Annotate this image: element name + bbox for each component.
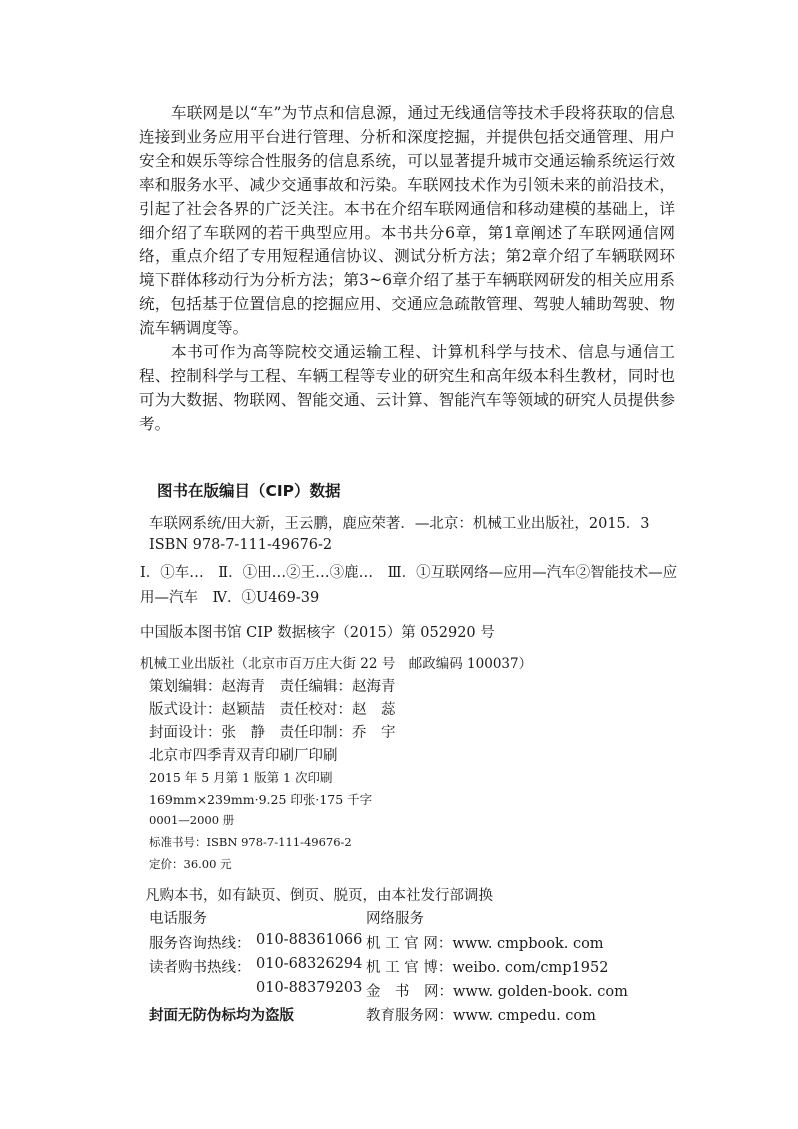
standard-number: 标准书号：ISBN 978-7-111-49676-2 (149, 835, 352, 849)
website-cmpbook: 机 工 官 网：www. cmpbook. com (366, 936, 604, 952)
reader-hotline-number: 010-88379203 (256, 980, 363, 996)
web-service-header: 网络服务 (366, 911, 424, 927)
intro-paragraph: 车联网是以“车”为节点和信息源，通过无线通信等技术手段将获取的信息连接到业务应用平台进行管理、分析和深度挖掘，并提供包括交通管理、用户安全和娱乐等综合性服务的信息系统，可以显著提升城市交通运输系统运行效率和服务水平、减少交通事故和污染。车联网技术作为引领未来的前沿技术，引起了社会各界的广泛关注。本书在介绍车联网通信和移动建模的基础上，详细介绍了车联网的若干典型应用。本书共分6章，第1章阐述了车联网通信网络，重点介绍了专用短程通信协议、测试分析方法；第2章介绍了车辆联网环境下群体移动行为分析方法；第3~6章介绍了基于车辆联网研发的相关应用系统，包括基于位置信息的挖掘应用、交通应急疏散管理、驾驶人辅助驾驶、物流车辆调度等。 (139, 104, 675, 338)
cmpedu-link: 教育服务网：www. cmpedu. com (366, 1008, 596, 1024)
intro-text (139, 102, 675, 437)
book-format: 169mm×239mm·9.25 印张·175 千字 (149, 792, 373, 807)
planning-editor: 策划编辑：赵海青 责任编辑：赵海青 (149, 679, 396, 695)
cip-core-number: 中国版本图书馆 CIP 数据核字（2015）第 052920 号 (140, 625, 495, 641)
hotline-label: 服务咨询热线： (149, 936, 251, 952)
cip-classification: Ⅰ．①车… Ⅱ．①田…②王…③鹿… Ⅲ．①互联网络—应用—汽车②智能技术—应用—汽车 Ⅳ．①U469-39 (140, 565, 678, 606)
cip-record: 车联网系统/田大新，王云鹏，鹿应荣著．—北京：机械工业出版社，2015．3 (149, 516, 650, 532)
publisher-name: 机械工业出版社（北京市百万庄大街 22 号 邮政编码 100037） (140, 656, 533, 672)
phone-service-header: 电话服务 (149, 911, 207, 927)
cip-isbn: ISBN 978-7-111-49676-2 (149, 537, 333, 553)
printer: 北京市四季青双青印刷厂印刷 (149, 748, 338, 764)
reader-hotline-label: 读者购书热线： (149, 960, 251, 976)
weibo-link: 机 工 官 博：weibo. com/cmp1952 (366, 960, 609, 976)
cover-designer: 封面设计：张 静 责任印制：乔 宇 (149, 725, 396, 741)
layout-designer: 版式设计：赵颖喆 责任校对：赵 蕊 (149, 702, 396, 718)
reader-hotline-number: 010-68326294 (256, 956, 363, 972)
hotline-number: 010-88361066 (256, 932, 363, 948)
anti-piracy-notice: 封面无防伪标均为盗版 (149, 1008, 294, 1024)
intro-paragraph: 本书可作为高等院校交通运输工程、计算机科学与技术、信息与通信工程、控制科学与工程、车辆工程等专业的研究生和高年级本科生教材，同时也可为大数据、物联网、智能交通、云计算、智能汽车等领域的研究人员提供参考。 (139, 343, 675, 433)
print-run: 0001—2000 册 (149, 813, 235, 827)
defect-notice: 凡购本书，如有缺页、倒页、脱页，由本社发行部调换 (145, 888, 493, 904)
price: 定价：36.00 元 (149, 857, 232, 871)
golden-book-link: 金 书 网：www. golden-book. com (366, 984, 628, 1000)
edition: 2015 年 5 月第 1 版第 1 次印刷 (149, 770, 333, 785)
cip-title: 图书在版编目（CIP）数据 (157, 482, 341, 500)
